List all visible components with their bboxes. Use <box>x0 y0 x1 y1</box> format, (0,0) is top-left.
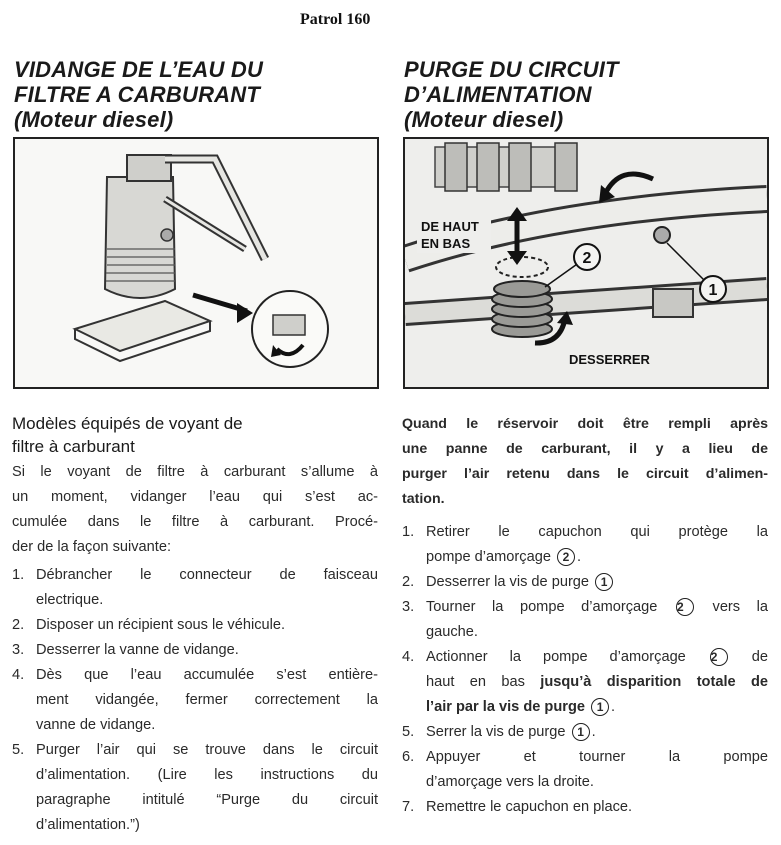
step-number: 1. <box>12 567 25 583</box>
list-item <box>402 745 768 795</box>
left-subheading-line-2: filtre à carburant <box>12 437 135 456</box>
step-number: 3. <box>12 642 25 658</box>
marker-1-ref: 1 <box>595 573 613 591</box>
page-header: Patrol 160 <box>300 11 371 28</box>
step-text: de <box>751 649 769 665</box>
step-line: ment vidangée, fermer correctement la <box>36 692 378 708</box>
step-number: 3. <box>402 599 415 615</box>
right-section-title <box>404 57 619 132</box>
step-number: 4. <box>12 667 25 683</box>
right-intro-line: Quand le réservoir doit être rempli après <box>402 416 768 432</box>
right-steps-list <box>402 520 768 820</box>
marker-2-ref: 2 <box>710 648 728 666</box>
step-text: pompe d’amorçage <box>426 549 551 565</box>
step-line: d’alimentation.”) <box>36 817 140 833</box>
list-item <box>12 663 378 738</box>
right-title-line-3: (Moteur diesel) <box>404 107 564 132</box>
left-title-line-3: (Moteur diesel) <box>14 107 174 132</box>
step-line: Appuyer et tourner la pompe <box>426 749 768 765</box>
step-text: Desserrer la vis de purge <box>426 574 590 590</box>
step-line: Purger l’air qui se trouve dans le circuit <box>36 742 378 758</box>
marker-2-ref: 2 <box>676 598 694 616</box>
left-subheading-line-1: Modèles équipés de voyant de <box>12 414 243 433</box>
step-line <box>426 695 768 720</box>
step-line: Disposer un récipient sous le véhicule. <box>36 617 286 633</box>
right-intro-line: une panne de carburant, il y a lieu de <box>402 441 768 457</box>
step-line: Remettre le capuchon en place. <box>426 799 633 815</box>
list-item <box>402 520 768 570</box>
step-line <box>426 570 768 595</box>
left-title-line-1: VIDANGE DE L’EAU DU <box>14 57 264 82</box>
step-text: haut en bas <box>426 674 525 690</box>
step-line: paragraphe intitulé “Purge du circuit <box>36 792 378 808</box>
priming-pump-illustration <box>403 137 769 389</box>
left-intro-line: un moment, vidanger l’eau qui s’est ac- <box>12 489 378 505</box>
step-line: Dès que l’eau accumulée s’est entière- <box>36 667 378 683</box>
left-section-title <box>14 57 263 132</box>
right-intro-line: tation. <box>402 491 445 507</box>
step-line: gauche. <box>426 624 478 640</box>
right-intro-paragraph <box>402 412 768 512</box>
step-text: . <box>611 699 616 715</box>
list-item <box>402 795 768 820</box>
step-number: 4. <box>402 649 415 665</box>
list-item <box>402 595 768 645</box>
step-line: d’amorçage vers la droite. <box>426 774 594 790</box>
step-text-bold: l’air par la vis de purge <box>426 699 585 715</box>
list-item <box>12 738 378 838</box>
right-title-line-1: PURGE DU CIRCUIT <box>404 57 619 82</box>
step-text: Serrer la vis de purge <box>426 724 566 740</box>
step-text-bold: jusqu’à disparition totale de <box>540 674 769 690</box>
left-title-line-2: FILTRE A CARBURANT <box>14 82 260 107</box>
left-steps-list <box>12 563 378 838</box>
left-intro-paragraph <box>12 460 378 560</box>
step-number: 7. <box>402 799 415 815</box>
marker-2-label: 2 <box>582 250 592 267</box>
left-intro-line: Si le voyant de filtre à carburant s’allume à <box>12 464 378 480</box>
step-text: Actionner la pompe d’amorçage <box>426 649 686 665</box>
step-number: 5. <box>12 742 25 758</box>
list-item <box>12 563 378 613</box>
up-down-label-line-2: EN BAS <box>421 236 471 251</box>
list-item <box>402 645 768 720</box>
marker-2-ref: 2 <box>557 548 575 566</box>
step-line <box>426 670 768 695</box>
left-intro-line: cumulée dans le filtre à carburant. Procé- <box>12 514 378 530</box>
left-intro-line: der de la façon suivante: <box>12 539 172 555</box>
step-line <box>426 720 768 745</box>
step-line <box>426 545 768 570</box>
right-intro-line: purger l’air retenu dans le circuit d’alimen- <box>402 466 768 482</box>
fuel-filter-illustration <box>13 137 379 389</box>
step-line: electrique. <box>36 592 104 608</box>
step-text: Tourner la pompe d’amorçage <box>426 599 658 615</box>
fuel-filter-drawing <box>15 139 377 387</box>
step-line <box>426 645 768 670</box>
step-line: Débrancher le connecteur de faisceau <box>36 567 378 583</box>
step-line: Retirer le capuchon qui protège la <box>426 524 768 540</box>
list-item <box>402 570 768 595</box>
step-text: . <box>591 724 596 740</box>
right-body <box>402 412 768 820</box>
list-item <box>12 638 378 663</box>
step-number: 6. <box>402 749 415 765</box>
list-item <box>402 720 768 745</box>
up-down-label-line-1: DE HAUT <box>421 219 479 234</box>
step-number: 2. <box>12 617 25 633</box>
step-line <box>426 595 768 620</box>
left-body <box>12 412 378 838</box>
list-item <box>12 613 378 638</box>
step-line: vanne de vidange. <box>36 717 156 733</box>
marker-1-ref: 1 <box>572 723 590 741</box>
step-number: 2. <box>402 574 415 590</box>
right-title-line-2: D’ALIMENTATION <box>404 82 592 107</box>
step-text: vers la <box>712 599 768 615</box>
step-line: Desserrer la vanne de vidange. <box>36 642 239 658</box>
step-line: d’alimentation. (Lire les instructions du <box>36 767 378 783</box>
marker-1-ref: 1 <box>591 698 609 716</box>
step-number: 1. <box>402 524 415 540</box>
left-subheading <box>12 412 378 458</box>
step-text: . <box>577 549 582 565</box>
priming-pump-drawing <box>405 139 767 387</box>
loosen-label: DESSERRER <box>569 352 650 367</box>
step-number: 5. <box>402 724 415 740</box>
marker-1-label: 1 <box>708 282 718 299</box>
